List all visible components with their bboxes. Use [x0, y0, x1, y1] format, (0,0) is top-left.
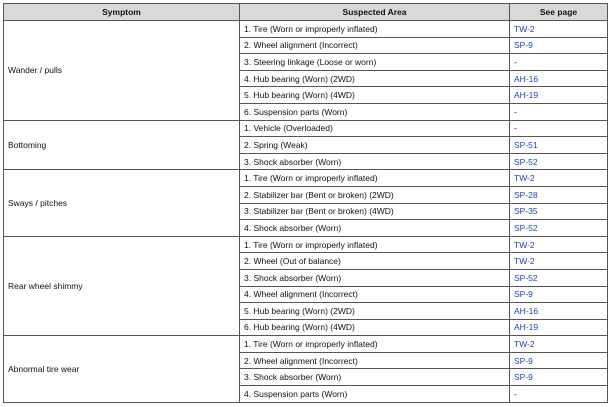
suspected-area-cell: 4. Shock absorber (Worn)	[240, 220, 510, 237]
suspected-area-cell: 1. Tire (Worn or improperly inflated)	[240, 336, 510, 353]
see-page-link[interactable]: SP-35	[510, 203, 608, 220]
symptom-cell: Abnormal tire wear	[4, 336, 240, 402]
suspected-area-cell: 3. Shock absorber (Worn)	[240, 153, 510, 170]
table-row	[4, 236, 608, 253]
header-see-page: See page	[510, 4, 608, 21]
symptom-cell: Wander / pulls	[4, 21, 240, 121]
table-row	[4, 336, 608, 353]
see-page-link[interactable]: TW-2	[510, 253, 608, 270]
see-page-link[interactable]: TW-2	[510, 236, 608, 253]
symptom-cell: Sways / pitches	[4, 170, 240, 236]
table-row	[4, 120, 608, 137]
symptom-table	[3, 3, 608, 403]
suspected-area-cell: 2. Wheel (Out of balance)	[240, 253, 510, 270]
see-page-link[interactable]: TW-2	[510, 170, 608, 187]
suspected-area-cell: 5. Hub bearing (Worn) (2WD)	[240, 303, 510, 320]
symptom-cell: Rear wheel shimmy	[4, 236, 240, 336]
see-page-link[interactable]: TW-2	[510, 21, 608, 38]
suspected-area-cell: 5. Hub bearing (Worn) (4WD)	[240, 87, 510, 104]
table-body	[4, 21, 608, 403]
see-page-link[interactable]: SP-9	[510, 352, 608, 369]
suspected-area-cell: 1. Tire (Worn or improperly inflated)	[240, 21, 510, 38]
see-page-link[interactable]: AH-19	[510, 319, 608, 336]
see-page-link[interactable]: SP-9	[510, 369, 608, 386]
suspected-area-cell: 2. Wheel alignment (Incorrect)	[240, 37, 510, 54]
header-suspected-area: Suspected Area	[240, 4, 510, 21]
suspected-area-cell: 4. Suspension parts (Worn)	[240, 386, 510, 403]
see-page-link[interactable]: SP-52	[510, 220, 608, 237]
table-row	[4, 21, 608, 38]
suspected-area-cell: 3. Shock absorber (Worn)	[240, 269, 510, 286]
suspected-area-cell: 1. Vehicle (Overloaded)	[240, 120, 510, 137]
suspected-area-cell: 6. Suspension parts (Worn)	[240, 103, 510, 120]
suspected-area-cell: 2. Wheel alignment (Incorrect)	[240, 352, 510, 369]
suspected-area-cell: 4. Hub bearing (Worn) (2WD)	[240, 70, 510, 87]
header-row	[4, 4, 608, 21]
suspected-area-cell: 1. Tire (Worn or improperly inflated)	[240, 236, 510, 253]
suspected-area-cell: 4. Wheel alignment (Incorrect)	[240, 286, 510, 303]
see-page-link[interactable]: TW-2	[510, 336, 608, 353]
see-page-link[interactable]: SP-52	[510, 153, 608, 170]
table-row	[4, 170, 608, 187]
see-page-link[interactable]: SP-9	[510, 286, 608, 303]
see-page-cell: -	[510, 103, 608, 120]
see-page-cell: -	[510, 120, 608, 137]
see-page-link[interactable]: AH-16	[510, 70, 608, 87]
see-page-link[interactable]: AH-19	[510, 87, 608, 104]
suspected-area-cell: 6. Hub bearing (Worn) (4WD)	[240, 319, 510, 336]
symptom-cell: Bottoming	[4, 120, 240, 170]
suspected-area-cell: 3. Steering linkage (Loose or worn)	[240, 54, 510, 71]
suspected-area-cell: 3. Stabilizer bar (Bent or broken) (4WD)	[240, 203, 510, 220]
suspected-area-cell: 2. Spring (Weak)	[240, 137, 510, 154]
header-symptom: Symptom	[4, 4, 240, 21]
see-page-cell: -	[510, 54, 608, 71]
see-page-cell: -	[510, 386, 608, 403]
suspected-area-cell: 2. Stabilizer bar (Bent or broken) (2WD)	[240, 186, 510, 203]
suspected-area-cell: 3. Shock absorber (Worn)	[240, 369, 510, 386]
suspected-area-cell: 1. Tire (Worn or improperly inflated)	[240, 170, 510, 187]
see-page-link[interactable]: SP-28	[510, 186, 608, 203]
see-page-link[interactable]: SP-9	[510, 37, 608, 54]
see-page-link[interactable]: SP-51	[510, 137, 608, 154]
see-page-link[interactable]: AH-16	[510, 303, 608, 320]
see-page-link[interactable]: SP-52	[510, 269, 608, 286]
